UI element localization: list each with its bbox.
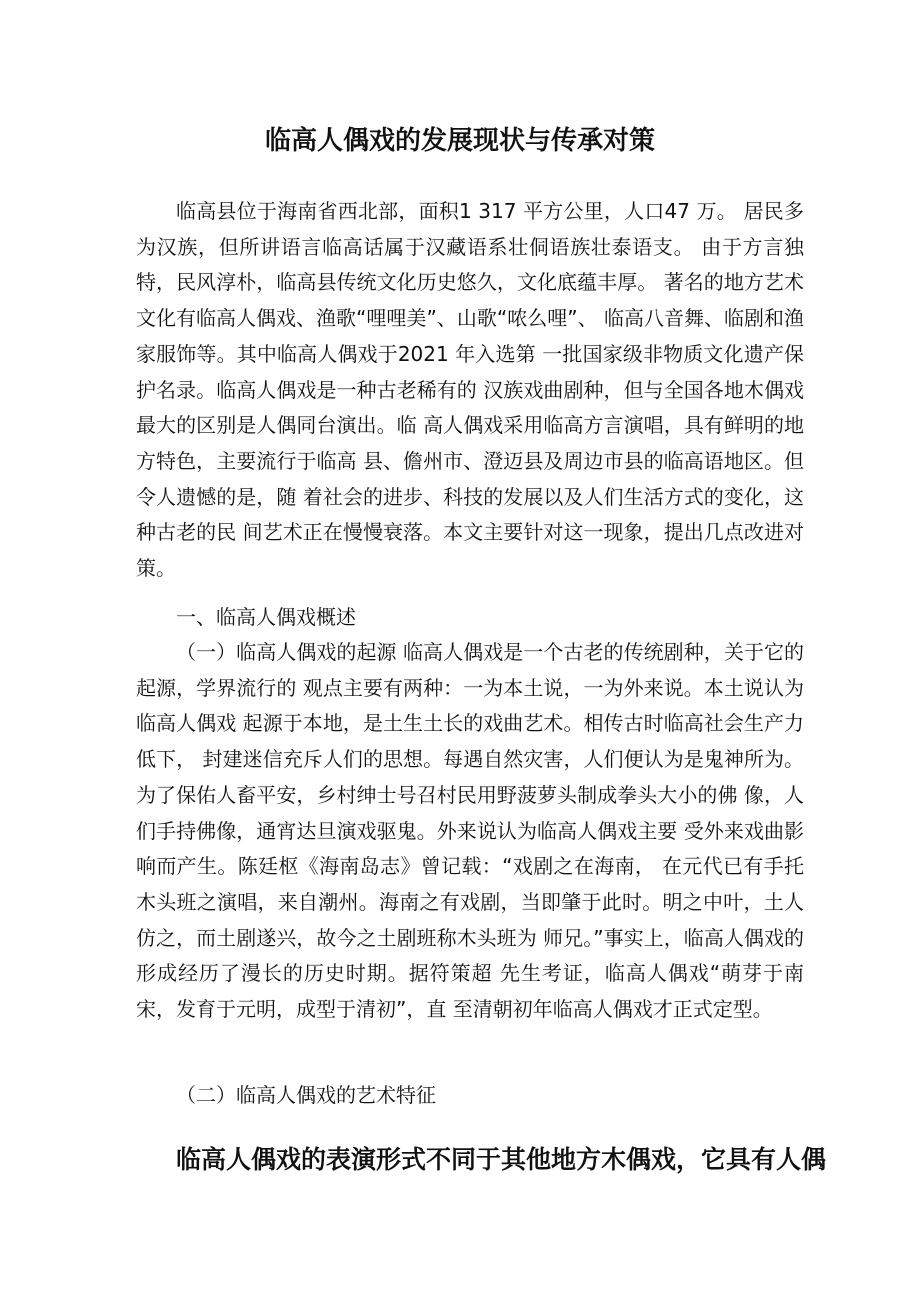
art-features-lead-line: 临高人偶戏的表演形式不同于其他地方木偶戏，它具有人偶: [176, 1145, 827, 1174]
intro-paragraph: 临高县位于海南省西北部，面积1 317 平方公里，人口47 万。 居民多为汉族，但所讲语言临高话属于汉藏语系壮侗语族壮泰语支。 由于方言独特，民风淳朴，临高县传统文化历史悠久，文化底蕴丰厚。 著名的地方艺术文化有临高人偶戏、渔歌“哩哩美”、山歌“哝么哩”、 临高八音舞、临剧和渔家服饰等。其中临高人偶戏于2021 年入选第 一批国家级非物质文化遗产保护名录。临高人偶戏是一种古老稀有的 汉族戏曲剧种，但与全国各地木偶戏最大的区别是人偶同台演出。临 高人偶戏采用临高方言演唱，具有鲜明的地方特色，主要流行于临高 县、儋州市、澄迈县及周边市县的临高语地区。但令人遗憾的是，随 着社会的进步、科技的发展以及人们生活方式的变化，这种古老的民 间艺术正在慢慢衰落。本文主要针对这一现象，提出几点改进对策。: [136, 199, 804, 581]
origin-paragraph: （一）临高人偶戏的起源 临高人偶戏是一个古老的传统剧种，关于它的起源，学界流行的 观点主要有两种：一为本土说，一为外来说。本土说认为临高人偶戏 起源于本地，是土生土长的戏曲艺术。相传古时临高社会生产力低下， 封建迷信充斥人们的思想。每遇自然灾害，人们便认为是鬼神所为。 为了保佑人畜平安，乡村绅士号召村民用野菠萝头制成拳头大小的佛 像，人们手持佛像，通宵达旦演戏驱鬼。外来说认为临高人偶戏主要 受外来戏曲影响而产生。陈廷枢《海南岛志》曾记载：“戏剧之在海南， 在元代已有手托木头班之演唱，来自潮州。海南之有戏剧，当即肇于此时。明之中叶，土人仿之，而土剧遂兴，故今之土剧班称木头班为 师兄。”事实上，临高人偶戏的形成经历了漫长的历史时期。据符策超 先生考证，临高人偶戏“萌芽于南宋，发育于元明，成型于清初”，直 至清朝初年临高人偶戏才正式定型。: [136, 640, 804, 1022]
subsection-heading-art-features: （二）临高人偶戏的艺术特征: [176, 1083, 436, 1107]
section-heading-overview: 一、临高人偶戏概述: [176, 605, 356, 629]
document-title: 临高人偶戏的发展现状与传承对策: [264, 126, 655, 157]
